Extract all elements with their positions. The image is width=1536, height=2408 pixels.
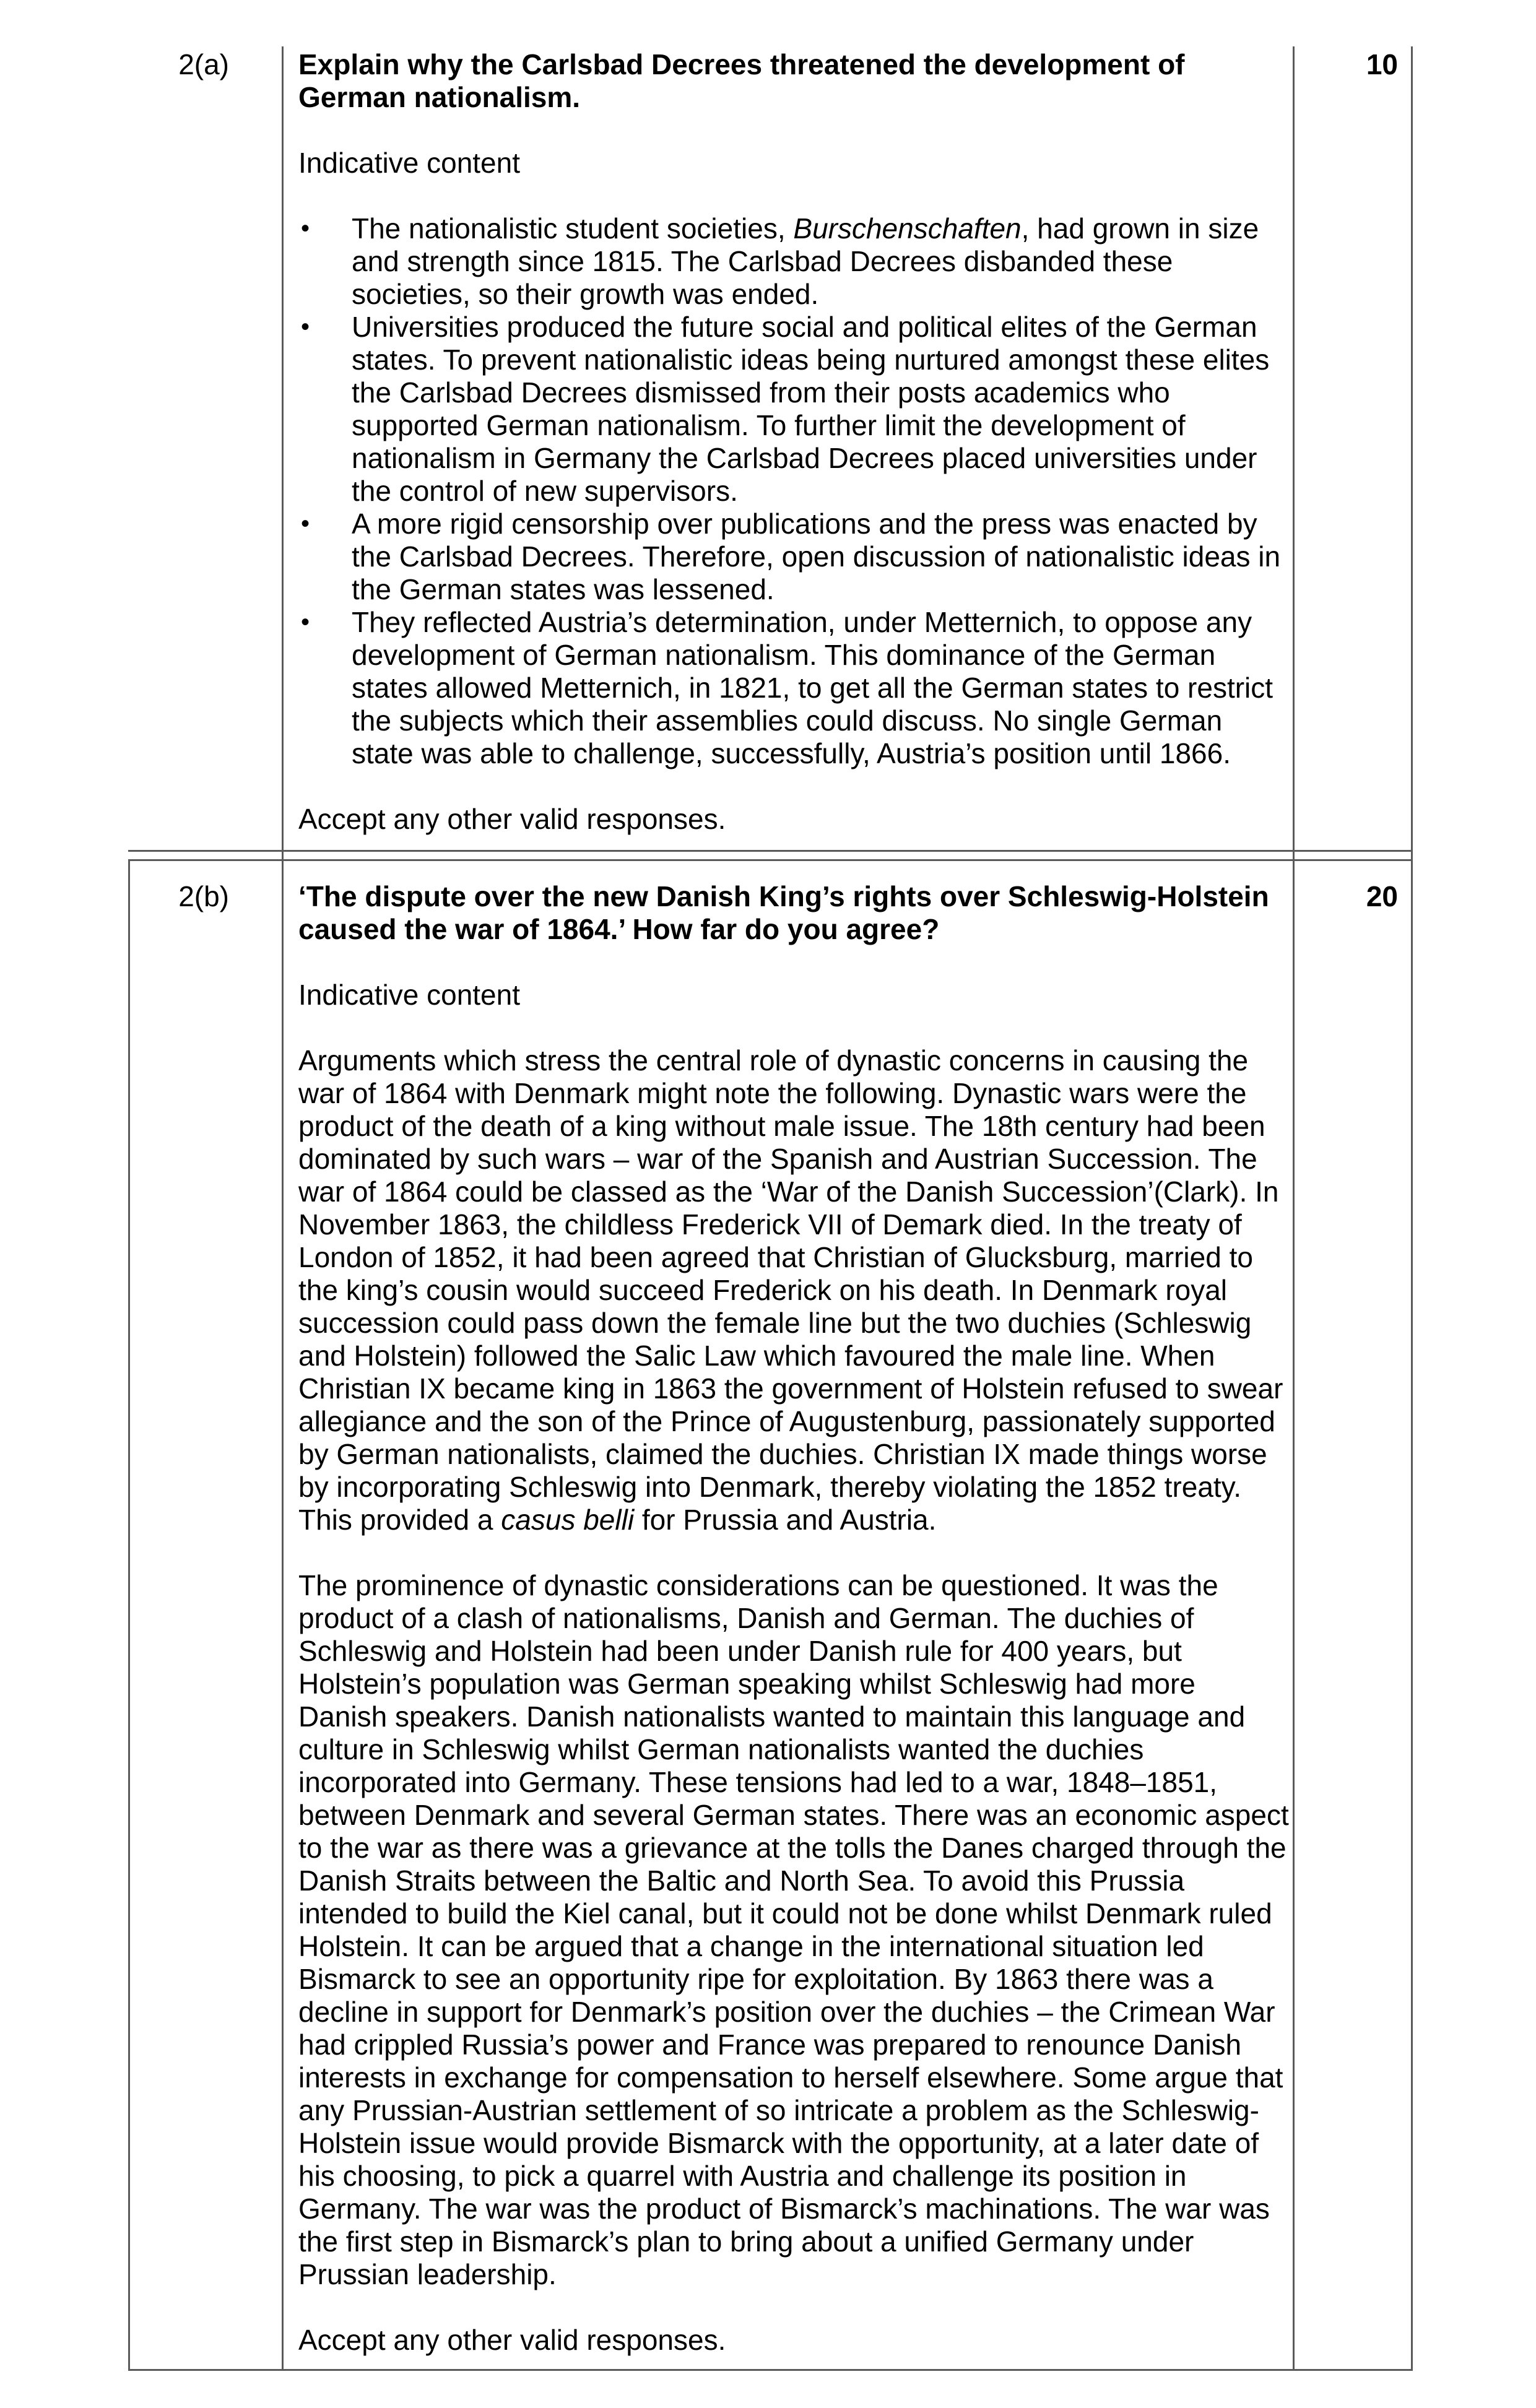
table-rule-marks-column (1293, 46, 1295, 2371)
table-bottom-border (128, 2369, 1413, 2371)
closing-note: Accept any other valid responses. (298, 803, 726, 835)
counter-argument-paragraph: The prominence of dynastic considerations can be questioned. It was the product of a clash of nationalisms, Danish and German. The duchies of Schleswig and Holstein had been under Danish rule for 400 years, but Holstein’s population was German speaking whilst Schleswig had more Danish speakers. Danish nationalists wanted to maintain this language and culture in Schleswig whilst German nationalists wanted the duchies incorporated into Germany. These tensions had led to a war, 1848–1851, between Denmark and several German states. There was an economic aspect to the war as there was a grievance at the tolls the Danes charged through the Danish Straits between the Baltic and North Sea. To avoid this Prussia intended to build the Kiel canal, but it could not be done whilst Denmark ruled Holstein. It can be argued that a change in the international situation led Bismarck to see an opportunity ripe for exploitation. By 1863 there was a decline in support for Denmark’s position over the duchies – the Crimean War had crippled Russia’s power and France was prepared to renounce Danish interests in exchange for compensation to herself elsewhere. Some argue that any Prussian-Austrian settlement of so intricate a problem as the Schleswig-Holstein issue would provide Bismarck with the opportunity, at a later date of his choosing, to pick a quarrel with Austria and challenge its position in Germany. The war was the product of Bismarck’s machinations. The war was the first step in Bismarck’s plan to bring about a unified Germany under Prussian leadership. (298, 1569, 1289, 2290)
question-title: Explain why the Carlsbad Decrees threatened the development of German nationalism. (298, 48, 1185, 113)
question-marks: 10 (1366, 48, 1398, 80)
row-divider-bottom (128, 859, 1413, 861)
indicative-content-label: Indicative content (298, 147, 521, 179)
row-divider-top (128, 850, 1413, 852)
question-number: 2(b) (178, 880, 229, 912)
bullet-icon: • (301, 215, 310, 242)
question-number: 2(a) (178, 48, 229, 80)
list-item: • The nationalistic student societies, Burschenschaften, had grown in size and strength since 1815. The Carlsbad Decrees disbanded these societies, so their growth was ended. (301, 212, 1259, 310)
bullet-icon: • (301, 313, 310, 340)
question-content (298, 48, 1289, 836)
list-item: • They reflected Austria’s determination, under Metternich, to oppose any development of German nationalism. This dominance of the German states allowed Metternich, in 1821, to get all the German states to restrict the subjects which their assemblies could discuss. No single German state was able to challenge, successfully, Austria’s position until 1866. (301, 606, 1273, 769)
table-left-border (128, 859, 130, 2371)
closing-note: Accept any other valid responses. (298, 2324, 726, 2356)
bullet-icon: • (301, 608, 310, 636)
bullet-icon: • (301, 510, 310, 537)
indicative-content-list (298, 212, 1289, 770)
table-right-border (1411, 46, 1413, 2371)
question-content (298, 880, 1289, 2357)
list-item: • Universities produced the future social and political elites of the German states. To prevent nationalistic ideas being nurtured amongst these elites the Carlsbad Decrees dismissed from their posts academics who supported German nationalism. To further limit the development of nationalism in Germany the Carlsbad Decrees placed universities under the control of new supervisors. (301, 311, 1270, 507)
question-marks: 20 (1366, 880, 1398, 912)
list-item: • A more rigid censorship over publications and the press was enacted by the Carlsbad Decrees. Therefore, open discussion of nationalistic ideas in the German states was lessened. (301, 508, 1281, 605)
argument-paragraph: Arguments which stress the central role of dynastic concerns in causing the war of 1864 with Denmark might note the following. Dynastic wars were the product of the death of a king without male issue. The 18th century had been dominated by such wars – war of the Spanish and Austrian Succession. The war of 1864 could be classed as the ‘War of the Danish Succession’(Clark). In November 1863, the childless Frederick VII of Demark died. In the treaty of London of 1852, it had been agreed that Christian of Glucksburg, married to the king’s cousin would succeed Frederick on his death. In Denmark royal succession could pass down the female line but the two duchies (Schleswig and Holstein) followed the Salic Law which favoured the male line. When Christian IX became king in 1863 the government of Holstein refused to swear allegiance and the son of the Prince of Augustenburg, passionately supported by German nationalists, claimed the duchies. Christian IX made things worse by incorporating Schleswig into Denmark, thereby violating the 1852 treaty. This provided a casus belli for Prussia and Austria. (298, 1044, 1283, 1536)
table-rule-number-column (282, 46, 284, 2371)
question-title: ‘The dispute over the new Danish King’s rights over Schleswig-Holstein caused the war of 1864.’ How far do you agree? (298, 880, 1269, 945)
indicative-content-label: Indicative content (298, 979, 521, 1011)
